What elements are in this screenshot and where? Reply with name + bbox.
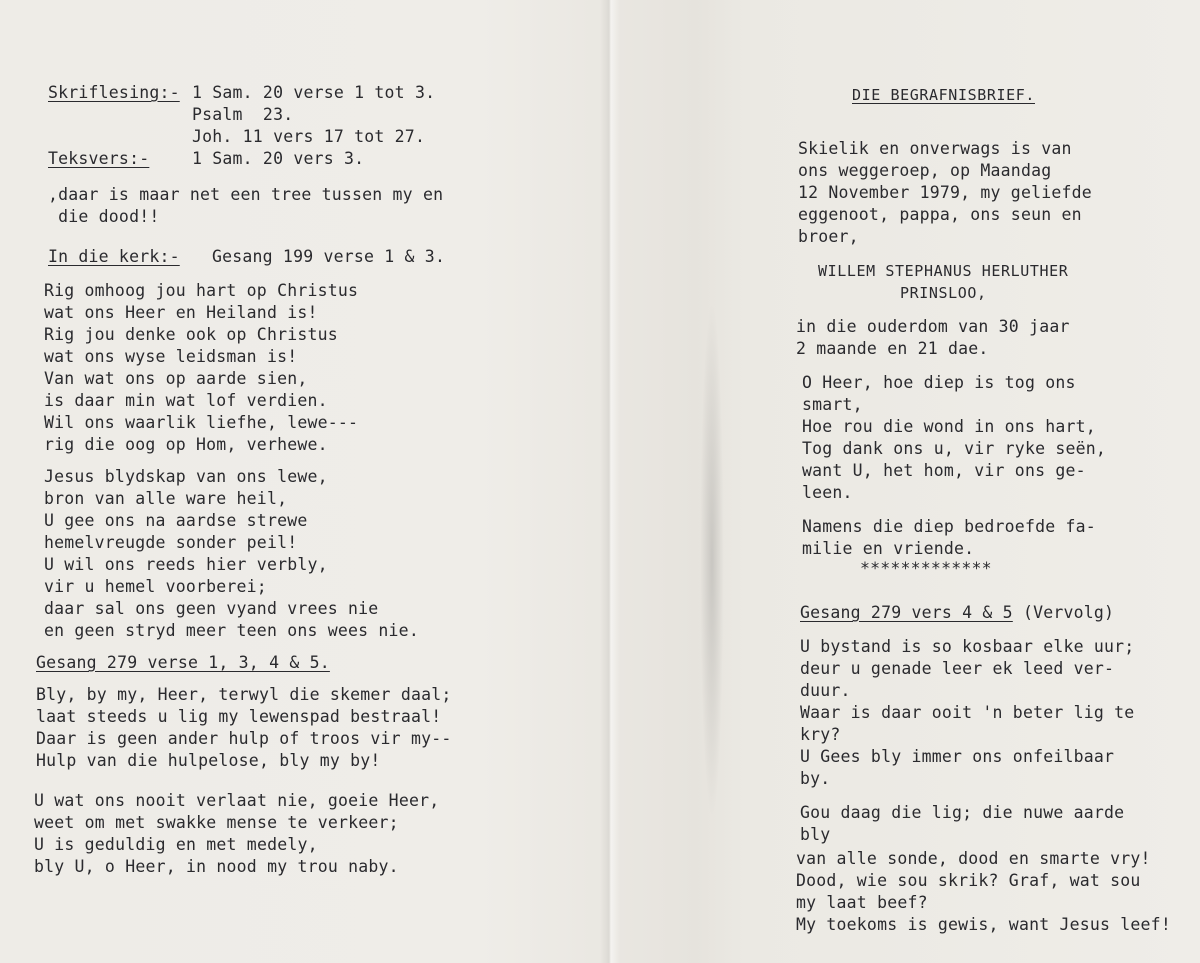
verse-5-line: my laat beef?	[796, 893, 928, 912]
hymn-199-line: Rig omhoog jou hart op Christus	[44, 281, 359, 300]
poem-line: O Heer, hoe diep is tog ons	[802, 373, 1076, 392]
notice-line: ons weggeroep, op Maandag	[798, 161, 1052, 180]
hymn-279-line: U wat ons nooit verlaat nie, goeie Heer,	[34, 791, 440, 810]
verse-5-line: My toekoms is gewis, want Jesus leef!	[796, 915, 1171, 934]
verse-4-line: U Gees bly immer ons onfeilbaar	[800, 747, 1115, 766]
church-label: In die kerk:-	[48, 247, 180, 266]
verse-4-line: Waar is daar ooit 'n beter lig te	[800, 703, 1135, 722]
notice-line: eggenoot, pappa, ons seun en	[798, 205, 1082, 224]
notice-line: 12 November 1979, my geliefde	[798, 183, 1092, 202]
hymn-199-line: U gee ons na aardse strewe	[44, 511, 308, 530]
notice-line: broer,	[798, 227, 859, 246]
verse-5-line: Gou daag die lig; die nuwe aarde	[800, 803, 1125, 822]
star-divider: *************	[860, 559, 992, 578]
hymn-199-line: bron van alle ware heil,	[44, 489, 288, 508]
hymn-199-line: rig die oog op Hom, verhewe.	[44, 435, 328, 454]
hymn-199-line: wat ons wyse leidsman is!	[44, 347, 298, 366]
deceased-surname: PRINSLOO,	[900, 284, 987, 302]
bleed-through-text	[1084, 110, 1200, 670]
continued-note: (Vervolg)	[1012, 603, 1115, 622]
scripture-ref-3: Joh. 11 vers 17 tot 27.	[192, 127, 426, 146]
page-fold	[600, 0, 620, 963]
poem-line: Tog dank ons u, vir ryke seën,	[802, 439, 1107, 458]
hymn-199-line: Jesus blydskap van ons lewe,	[44, 467, 328, 486]
scripture-ref-1: 1 Sam. 20 verse 1 tot 3.	[192, 83, 436, 102]
poem-line: leen.	[802, 483, 853, 502]
hymn-199-line: en geen stryd meer teen ons wees nie.	[44, 621, 419, 640]
notice-line: Skielik en onverwags is van	[798, 139, 1072, 158]
verse-4-line: deur u genade leer ek leed ver-	[800, 659, 1115, 678]
poem-line: smart,	[802, 395, 863, 414]
deceased-name: WILLEM STEPHANUS HERLUTHER	[818, 262, 1069, 280]
page-title: DIE BEGRAFNISBRIEF.	[852, 86, 1035, 104]
hymn-199-line: wat ons Heer en Heiland is!	[44, 303, 318, 322]
hymn-279-line: U is geduldig en met medely,	[34, 835, 318, 854]
age-line: 2 maande en 21 dae.	[796, 339, 989, 358]
verse-5-line: van alle sonde, dood en smarte vry!	[796, 849, 1151, 868]
hymn-199-line: Rig jou denke ook op Christus	[44, 325, 338, 344]
hymn-199-line: is daar min wat lof verdien.	[44, 391, 328, 410]
continued-hymn-ref: Gesang 279 vers 4 & 5	[800, 603, 1013, 622]
text-verse-label: Teksvers:-	[48, 149, 150, 168]
hymn-199-line: U wil ons reeds hier verbly,	[44, 555, 328, 574]
verse-5-line: bly	[800, 825, 831, 844]
hymn-199-line: hemelvreugde sonder peil!	[44, 533, 298, 552]
verse-4-line: U bystand is so kosbaar elke uur;	[800, 637, 1135, 656]
continued-hymn-heading	[800, 602, 1114, 624]
hymn-279-line: Hulp van die hulpelose, bly my by!	[36, 751, 381, 770]
poem-line: want U, het hom, vir ons ge-	[802, 461, 1086, 480]
hymn-199-line: daar sal ons geen vyand vrees nie	[44, 599, 379, 618]
hymn-279-line: laat steeds u lig my lewenspad bestraal!	[36, 707, 442, 726]
church-hymn-ref: Gesang 199 verse 1 & 3.	[212, 247, 446, 266]
scripture-ref-2: Psalm 23.	[192, 105, 294, 124]
text-verse-ref: 1 Sam. 20 vers 3.	[192, 149, 365, 168]
age-line: in die ouderdom van 30 jaar	[796, 317, 1070, 336]
hymn-199-line: vir u hemel voorberei;	[44, 577, 267, 596]
verse-4-line: by.	[800, 769, 831, 788]
hymn-279-line: Bly, by my, Heer, terwyl die skemer daal;	[36, 685, 452, 704]
verse-4-line: duur.	[800, 681, 851, 700]
hymn-279-line: weet om met swakke mense te verkeer;	[34, 813, 399, 832]
verse-4-line: kry?	[800, 725, 841, 744]
hymn-199-line: Wil ons waarlik liefhe, lewe---	[44, 413, 359, 432]
ink-smudge	[700, 300, 724, 820]
scripture-label: Skriflesing:-	[48, 83, 180, 102]
hymn-279-line: bly U, o Heer, in nood my trou naby.	[34, 857, 399, 876]
family-line: Namens die diep bedroefde fa-	[802, 517, 1096, 536]
text-verse-quote-line: ,daar is maar net een tree tussen my en	[48, 185, 444, 204]
text-verse-quote-line: die dood!!	[48, 207, 160, 226]
hymn-279-heading: Gesang 279 verse 1, 3, 4 & 5.	[36, 653, 330, 672]
hymn-199-line: Van wat ons op aarde sien,	[44, 369, 308, 388]
poem-line: Hoe rou die wond in ons hart,	[802, 417, 1096, 436]
hymn-279-line: Daar is geen ander hulp of troos vir my--	[36, 729, 452, 748]
verse-5-line: Dood, wie sou skrik? Graf, wat sou	[796, 871, 1141, 890]
family-line: milie en vriende.	[802, 539, 975, 558]
